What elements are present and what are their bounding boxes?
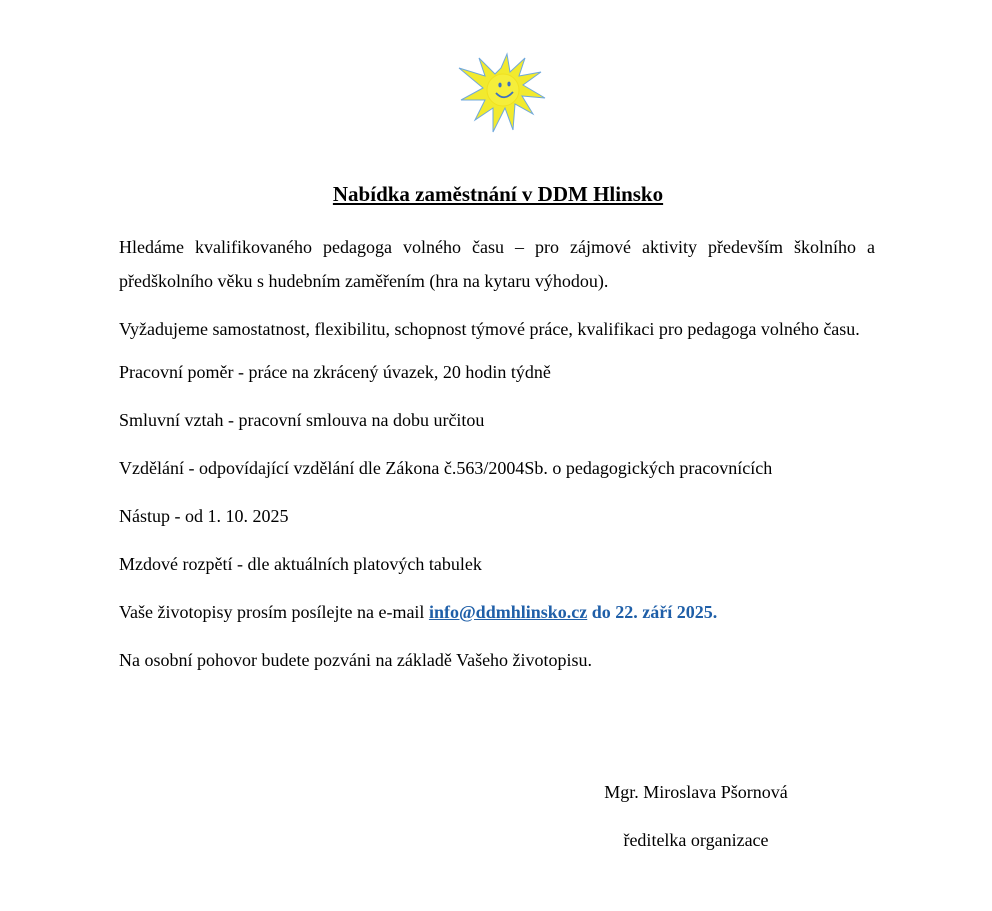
signature-role: ředitelka organizace xyxy=(623,830,769,850)
smiling-sun-icon xyxy=(455,52,547,136)
education-line: Vzdělání - odpovídající vzdělání dle Zákona č.563/2004Sb. o pedagogických pracovnících xyxy=(119,458,773,478)
email-link[interactable]: info@ddmhlinsko.cz xyxy=(428,602,588,622)
intro-paragraph: Hledáme kvalifikovaného pedagoga volného času – pro zájmové aktivity především školního a předškolního věku s hudebním zaměřením (hra na kytaru výhodou). xyxy=(119,237,875,291)
cv-line xyxy=(119,600,875,624)
start-line: Nástup - od 1. 10. 2025 xyxy=(119,506,289,526)
cv-prefix: Vaše životopisy prosím posílejte na e-mail xyxy=(119,602,429,622)
cv-deadline: do 22. září 2025. xyxy=(587,602,718,622)
interview-line: Na osobní pohovor budete pozváni na základě Vašeho životopisu. xyxy=(119,650,593,670)
employment-line: Pracovní poměr - práce na zkrácený úvazek, 20 hodin týdně xyxy=(119,362,551,382)
document-body xyxy=(119,230,875,696)
requirements-paragraph: Vyžadujeme samostatnost, flexibilitu, schopnost týmové práce, kvalifikaci pro pedagoga volného času. xyxy=(119,319,860,339)
salary-line: Mzdové rozpětí - dle aktuálních platových tabulek xyxy=(119,554,482,574)
contract-line: Smluvní vztah - pracovní smlouva na dobu určitou xyxy=(119,410,485,430)
signature-name: Mgr. Miroslava Pšornová xyxy=(604,782,788,802)
document-title: Nabídka zaměstnání v DDM Hlinsko xyxy=(332,182,664,206)
